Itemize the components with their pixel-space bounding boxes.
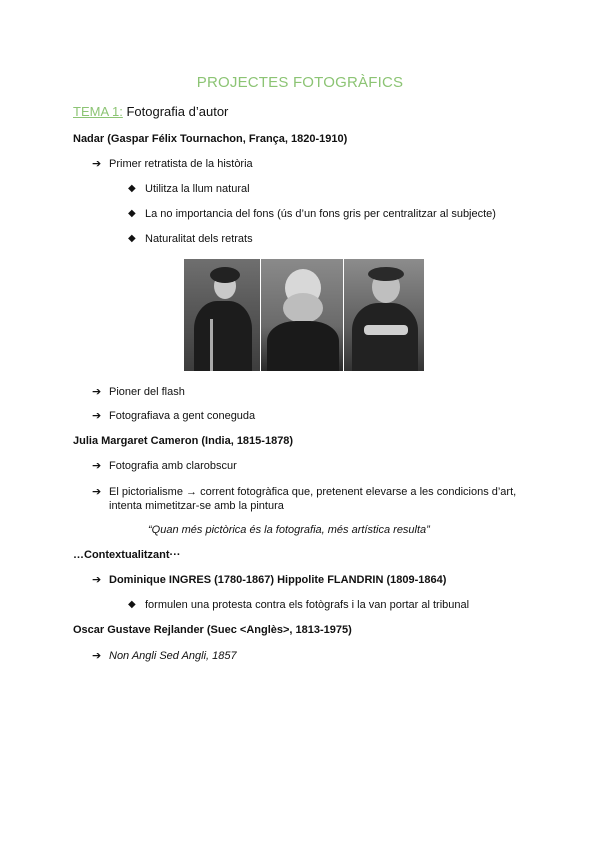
- tema-text: Fotografia d’autor: [126, 104, 229, 119]
- arrow-bullet-icon: ➔: [92, 410, 102, 422]
- arrow-bullet-icon: ➔: [92, 650, 102, 662]
- cameron-bullet-2-line-2: intenta mimetitzar-se amb la pintura: [109, 500, 284, 512]
- portrait-photos: [184, 259, 424, 371]
- nadar-bullet-3: Fotografiava a gent coneguda: [109, 410, 256, 422]
- arrow-bullet-icon: ➔: [92, 486, 102, 498]
- nadar-bullet-2: Pioner del flash: [109, 386, 185, 398]
- arrow-bullet-icon: ➔: [92, 158, 102, 170]
- tema-label: TEMA 1:: [73, 104, 123, 119]
- nadar-sub-1: Utilitza la llum natural: [145, 183, 250, 195]
- portrait-photo-2: [261, 259, 343, 371]
- diamond-bullet-icon: ◆: [128, 183, 136, 194]
- section-heading: [73, 105, 228, 119]
- arrow-bullet-icon: ➔: [92, 574, 102, 586]
- diamond-bullet-icon: ◆: [128, 233, 136, 244]
- context-sub: formulen una protesta contra els fotògrafs i la van portar al tribunal: [145, 599, 470, 611]
- rejlander-bullet: Non Angli Sed Angli, 1857: [109, 650, 237, 662]
- portrait-photo-3: [344, 259, 424, 371]
- nadar-heading: Nadar (Gaspar Félix Tournachon, França, 1820-1910): [73, 133, 348, 145]
- arrow-bullet-icon: ➔: [92, 386, 102, 398]
- nadar-sub-2: La no importancia del fons (ús d’un fons gris per centralitzar al subjecte): [145, 208, 496, 220]
- diamond-bullet-icon: ◆: [128, 599, 136, 610]
- portrait-photo-1: [184, 259, 260, 371]
- diamond-bullet-icon: ◆: [128, 208, 136, 219]
- cameron-quote: “Quan més pictòrica és la fotografia, més artística resulta”: [148, 524, 430, 536]
- rejlander-heading: Oscar Gustave Rejlander (Suec <Anglès>, 1813-1975): [73, 624, 352, 636]
- nadar-sub-3: Naturalitat dels retrats: [145, 233, 253, 245]
- cameron-bullet-2-line-1: El pictorialisme → corrent fotogràfica que, pretenent elevarse a les condicions d’art,: [109, 486, 517, 498]
- context-heading: …Contextualitzant···: [73, 549, 181, 561]
- document-title: PROJECTES FOTOGRÀFICS: [196, 74, 404, 91]
- cameron-heading: Julia Margaret Cameron (India, 1815-1878): [73, 435, 294, 447]
- nadar-bullet-1: Primer retratista de la història: [109, 158, 253, 170]
- arrow-bullet-icon: ➔: [92, 460, 102, 472]
- cameron-bullet-1: Fotografia amb clarobscur: [109, 460, 237, 472]
- context-bullet: Dominique INGRES (1780-1867) Hippolite FLANDRIN (1809-1864): [109, 574, 447, 586]
